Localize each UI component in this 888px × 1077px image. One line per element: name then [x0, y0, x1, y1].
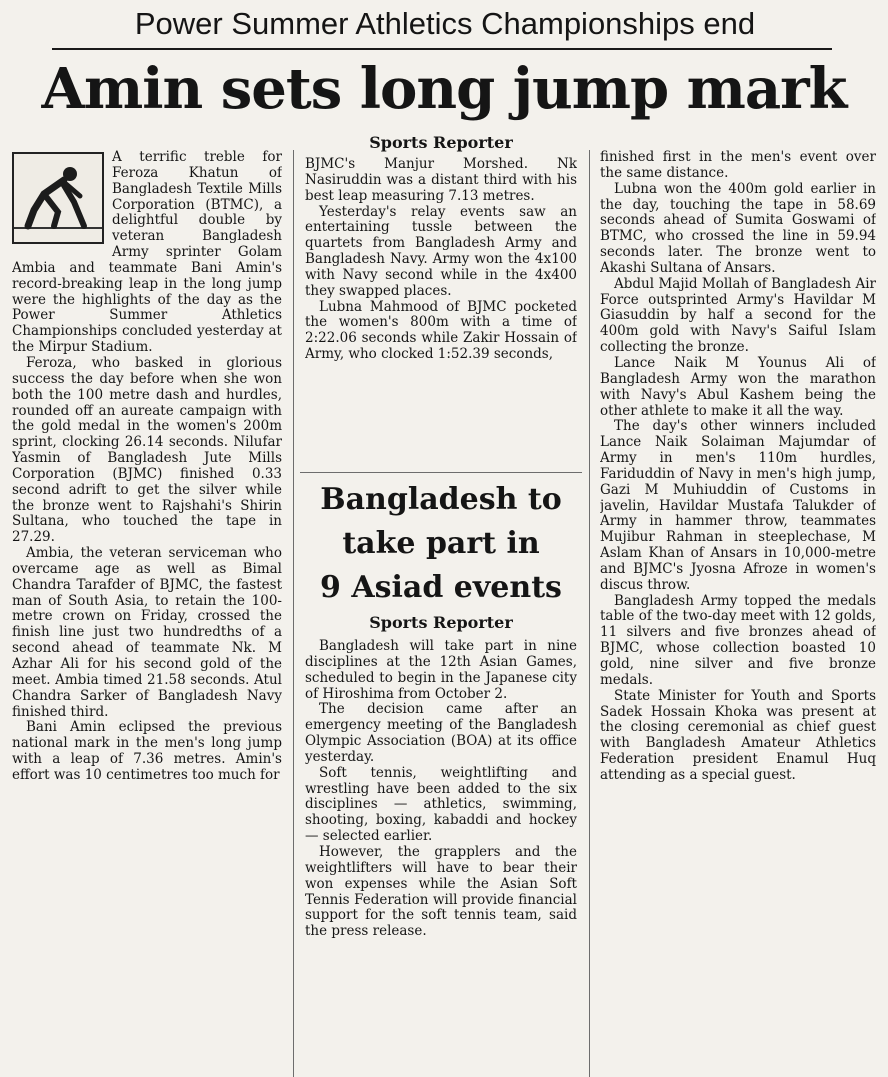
sidebar-paragraph: Soft tennis, weightlifting and wrestling have been added to the six disciplines — athletics, swimming, shooting, boxing, kabaddi and hockey — selected earlier.	[305, 764, 577, 845]
article-paragraph: Lubna Mahmood of BJMC pocketed the women's 800m with a time of 2:22.06 seconds while Zakir Hossain of Army, who clocked 1:52.39 seconds,	[305, 298, 577, 363]
article-paragraph: Feroza, who basked in glorious success the day before when she won both the 100 metre dash and hurdles, rounded off an aureate campaign with the gold medal in the women's 200m sprint, clocking 26.14 seconds. Nilufar Yasmin of Bangladesh Jute Mills Corporation (BJMC) finished 0.33 second adrift to get the silver while the bronze went to Rajshahi's Shirin Sultana, who touched the tape in 27.29.	[12, 354, 282, 546]
sidebar-headline-line: take part in	[342, 526, 540, 561]
main-byline: Sports Reporter	[369, 133, 513, 152]
article-paragraph: Yesterday's relay events saw an entertaining tussle between the quartets from Bangladesh Army and Bangladesh Navy. Army won the 4x100 with Navy second while in the 4x400 they swapped places.	[305, 203, 577, 299]
sidebar-paragraph: Bangladesh will take part in nine disciplines at the 12th Asian Games, scheduled to begin in the Japanese city of Hiroshima from October 2.	[305, 639, 577, 702]
article-paragraph: Ambia, the veteran serviceman who overcame age as well as Bimal Chandra Tarafder of BJMC, the fastest man of South Asia, to retain the 100-metre crown on Friday, crossed the finish line just two hundredths of a second ahead of teammate Nk. M Azhar Ali for his second gold of the meet. Ambia timed 21.58 seconds. Atul Chandra Sarker of Bangladesh Navy finished third.	[12, 545, 282, 720]
kicker-rule	[52, 48, 832, 50]
article-paragraph: Bangladesh Army topped the medals table of the two-day meet with 12 golds, 11 silvers and five bronzes ahead of BJMC, whose collection boasted 10 gold, nine silver and five bronze medals.	[600, 592, 876, 688]
article-column-3	[600, 150, 876, 1077]
column-divider	[293, 150, 294, 1077]
sidebar-paragraph: However, the grapplers and the weightlifters will have to bear their won expenses while the Asian Soft Tennis Federation will provide financial support for the soft tennis team, said the press release.	[305, 843, 577, 940]
article-paragraph: Abdul Majid Mollah of Bangladesh Air Force outsprinted Army's Havildar M Giasuddin by half a second for the 400m gold with Navy's Saiful Islam collecting the bronze.	[600, 275, 876, 356]
article-paragraph: State Minister for Youth and Sports Sadek Hossain Khoka was present at the closing ceremonial as chief guest with Bangladesh Amateur Athletics Federation president Enamul Huq attending as a special guest.	[600, 687, 876, 783]
sprinter-photo-icon	[12, 152, 104, 244]
article-paragraph: finished first in the men's event over the same distance.	[600, 150, 876, 181]
main-headline: Amin sets long jump mark	[41, 56, 847, 122]
article-paragraph: Lubna won the 400m gold earlier in the day, touching the tape in 58.69 seconds ahead of Sumita Goswami of BTMC, who crossed the line in 59.94 seconds later. The bronze went to Akashi Sultana of Ansars.	[600, 180, 876, 276]
sidebar-byline: Sports Reporter	[369, 613, 513, 632]
article-column-2	[305, 157, 577, 467]
sidebar-headline-line: Bangladesh to	[320, 482, 562, 517]
sidebar-paragraph: The decision came after an emergency meeting of the Bangladesh Olympic Association (BOA) at its office yesterday.	[305, 701, 577, 765]
article-paragraph: A terrific treble for Feroza Khatun of Bangladesh Textile Mills Corporation (BTMC), a delightful double by veteran Bangladesh Army sprinter Golam Ambia and teammate Bani Amin's record-breaking leap in the long jump were the highlights of the day as the Power Summer Athletics Championships concluded yesterday at the Mirpur Stadium.	[12, 150, 282, 356]
sidebar-body	[305, 639, 577, 1077]
article-paragraph: Lance Naik M Younus Ali of Bangladesh Army won the marathon with Navy's Abul Kashem being the other athlete to make it all the way.	[600, 354, 876, 419]
article-column-1	[12, 150, 282, 1077]
kicker-headline: Power Summer Athletics Championships end	[134, 6, 756, 41]
article-paragraph: The day's other winners included Lance Naik Solaiman Majumdar of Army in men's 110m hurdles, Fariduddin of Navy in men's high jump, Gazi M Muhiuddin of Customs in javelin, Havildar Mustafa Talukder of Army in hammer throw, teammates Mujibur Rahman in steeplechase, M Aslam Khan of Ansars in 10,000-metre and BJMC's Jyosna Afroze in women's discus throw.	[600, 418, 876, 593]
article-paragraph: Bani Amin eclipsed the previous national mark in the men's long jump with a leap of 7.36 metres. Amin's effort was 10 centimetres too much for	[12, 719, 282, 783]
sidebar-headline-line: 9 Asiad events	[320, 570, 562, 605]
sidebar-top-rule	[300, 472, 582, 473]
sidebar-headline	[300, 478, 582, 610]
column-divider	[589, 150, 590, 1077]
article-paragraph: BJMC's Manjur Morshed. Nk Nasiruddin was a distant third with his best leap measuring 7.13 metres.	[305, 157, 577, 204]
